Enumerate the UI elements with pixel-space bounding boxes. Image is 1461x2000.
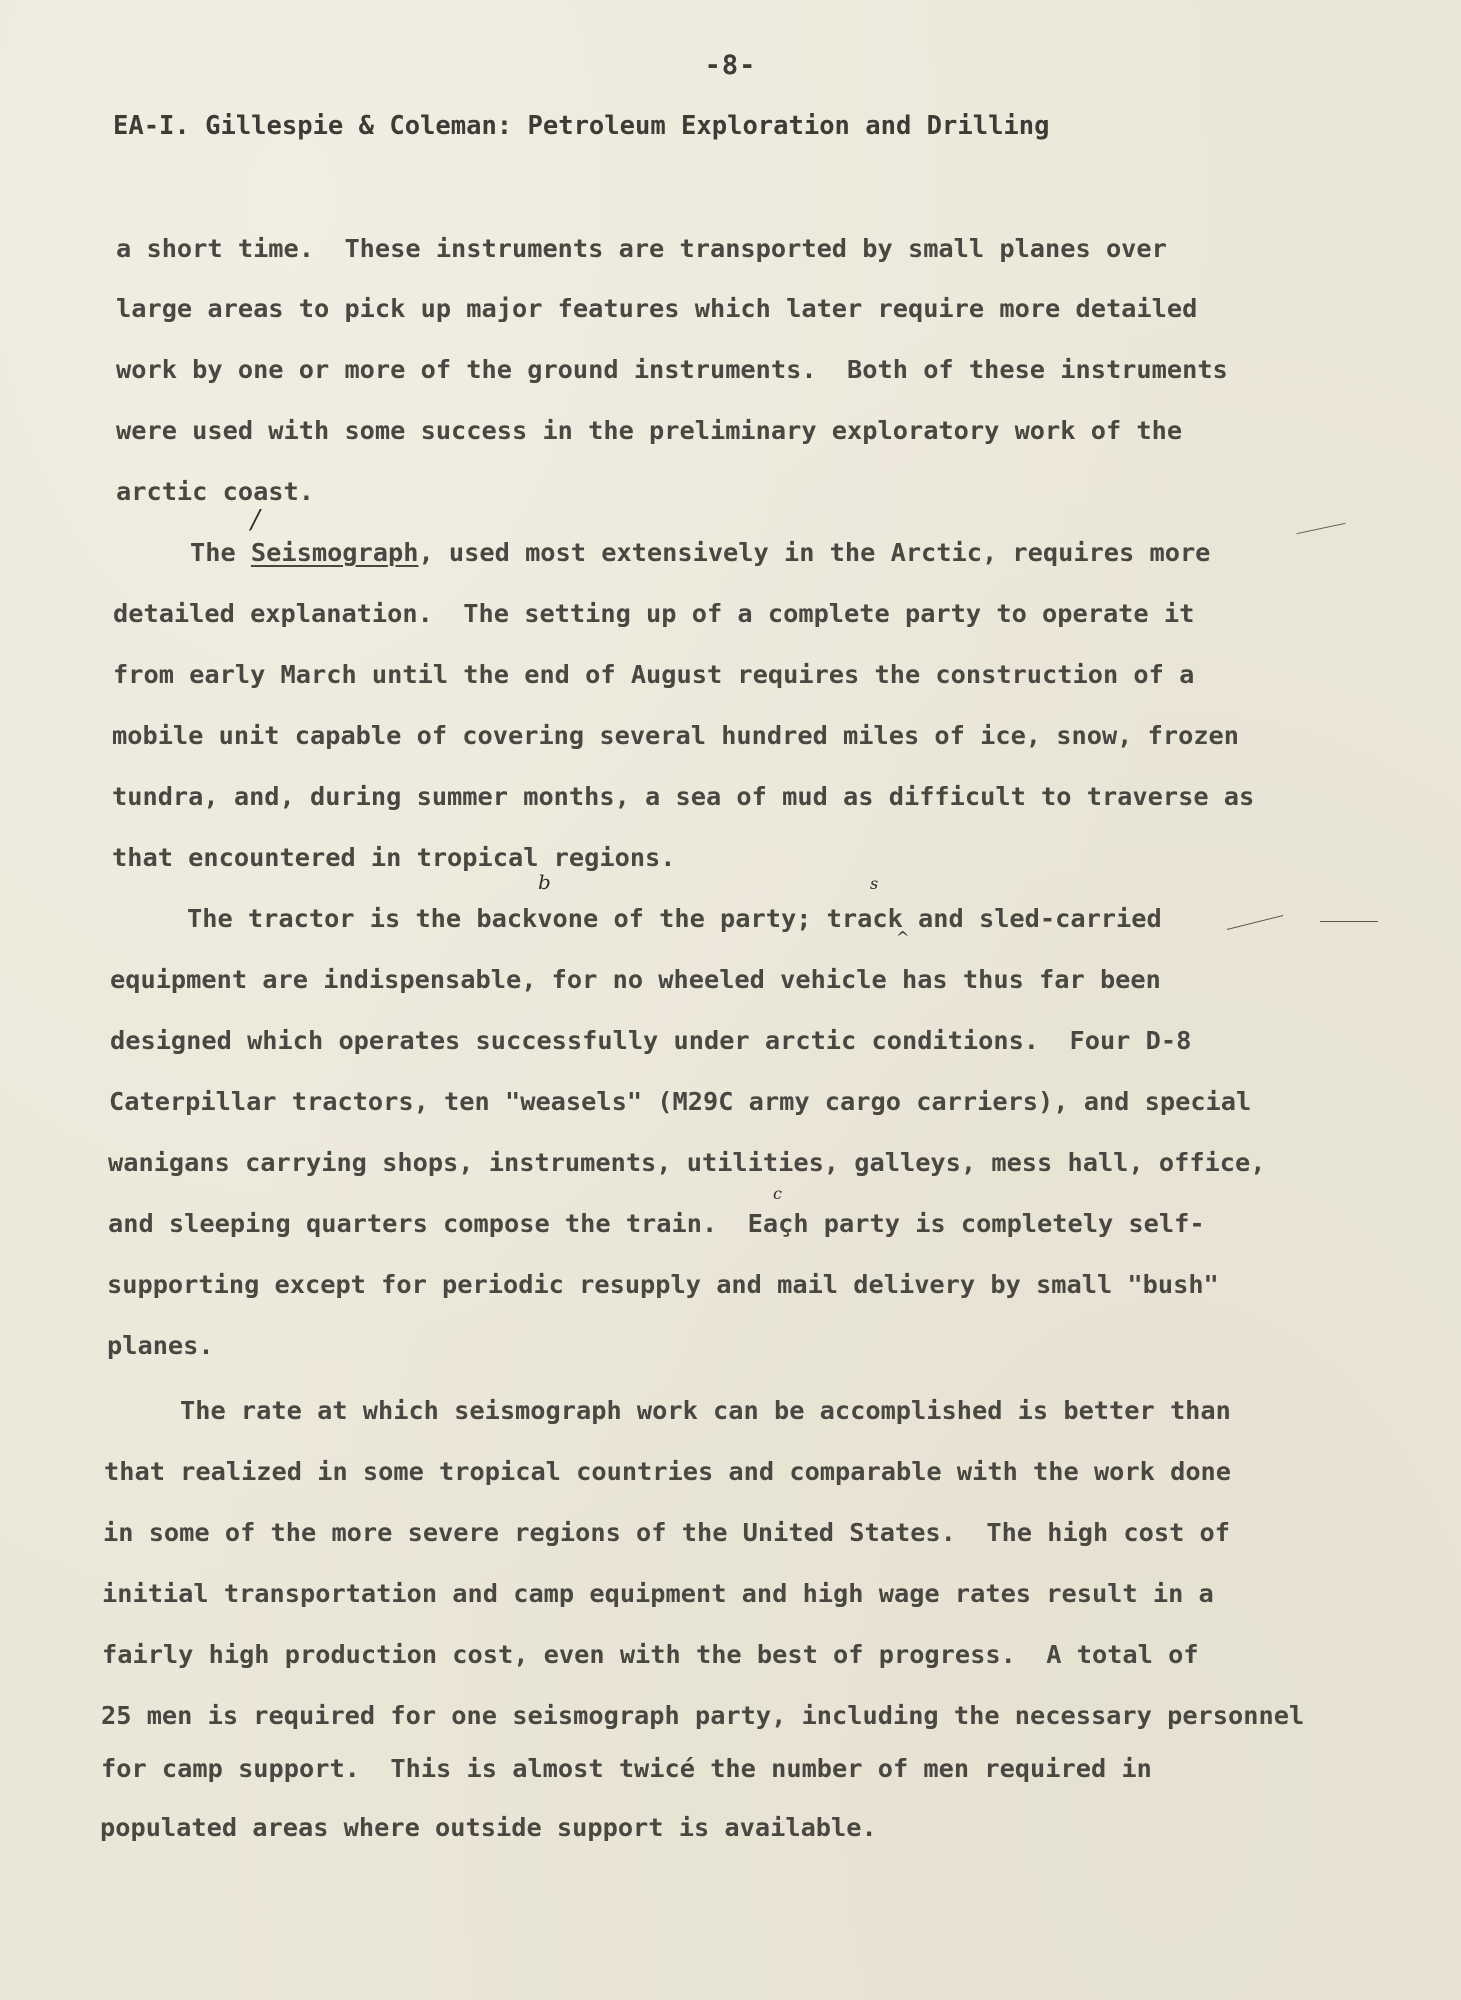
pen-caret-mark: ^ xyxy=(896,928,910,947)
text-line: that encountered in tropical regions. xyxy=(112,843,676,872)
text-line: that realized in some tropical countries and comparable with the work done xyxy=(104,1457,1232,1486)
text-line: were used with some success in the preliminary exploratory work of the xyxy=(116,416,1183,445)
text-line: planes. xyxy=(107,1331,214,1360)
text-line: fairly high production cost, even with the best of progress. A total of xyxy=(102,1640,1199,1669)
text-line: populated areas where outside support is available. xyxy=(100,1813,877,1842)
text-line xyxy=(190,538,1210,567)
text-line: in some of the more severe regions of the United States. The high cost of xyxy=(103,1518,1231,1547)
margin-dash-mark xyxy=(1296,523,1345,534)
text-line: The tractor is the backvone of the party; track and sled-carried xyxy=(187,904,1162,933)
text-line: designed which operates successfully under arctic conditions. Four D-8 xyxy=(110,1026,1192,1055)
pen-correction-b: b xyxy=(538,870,551,894)
text-line: a short time. These instruments are transported by small planes over xyxy=(116,234,1167,263)
text-line: Caterpillar tractors, ten "weasels" (M29C army cargo carriers), and special xyxy=(109,1087,1252,1116)
margin-dash-mark xyxy=(1227,915,1284,930)
text-line: for camp support. This is almost twicé the number of men required in xyxy=(101,1754,1152,1783)
text-line: supporting except for periodic resupply and mail delivery by small "bush" xyxy=(107,1270,1219,1299)
text-line: 25 men is required for one seismograph party, including the necessary personnel xyxy=(101,1701,1305,1730)
text-line: initial transportation and camp equipment and high wage rates result in a xyxy=(102,1579,1214,1608)
text-line: arctic coast. xyxy=(116,477,314,506)
text-line: wanigans carrying shops, instruments, utilities, galleys, mess hall, office, xyxy=(108,1148,1266,1177)
text-line: and sleeping quarters compose the train. Eaçh party is completely self- xyxy=(108,1209,1205,1238)
pen-correction-s: s xyxy=(870,874,879,893)
text-line: mobile unit capable of covering several hundred miles of ice, snow, frozen xyxy=(112,721,1240,750)
underlined-term: Seismograph xyxy=(250,538,419,567)
document-header: EA-I. Gillespie & Coleman: Petroleum Exploration and Drilling xyxy=(113,111,1050,141)
text-line: work by one or more of the ground instruments. Both of these instruments xyxy=(116,355,1228,384)
margin-dash-mark xyxy=(1320,921,1378,922)
text-line: tundra, and, during summer months, a sea of mud as difficult to traverse as xyxy=(112,782,1255,811)
text-line: The rate at which seismograph work can be accomplished is better than xyxy=(180,1396,1231,1425)
pen-correction-c: c xyxy=(773,1184,782,1203)
paragraph-lead: The xyxy=(190,538,251,567)
text-line: from early March until the end of August requires the construction of a xyxy=(113,660,1195,689)
page-number: -8- xyxy=(704,50,757,81)
text-line: large areas to pick up major features which later require more detailed xyxy=(116,294,1198,323)
pen-slash-mark: / xyxy=(251,505,260,535)
text-line: equipment are indispensable, for no wheeled vehicle has thus far been xyxy=(110,965,1161,994)
text-line: detailed explanation. The setting up of a complete party to operate it xyxy=(113,599,1195,628)
text-fragment: , used most extensively in the Arctic, requires more xyxy=(418,538,1211,567)
